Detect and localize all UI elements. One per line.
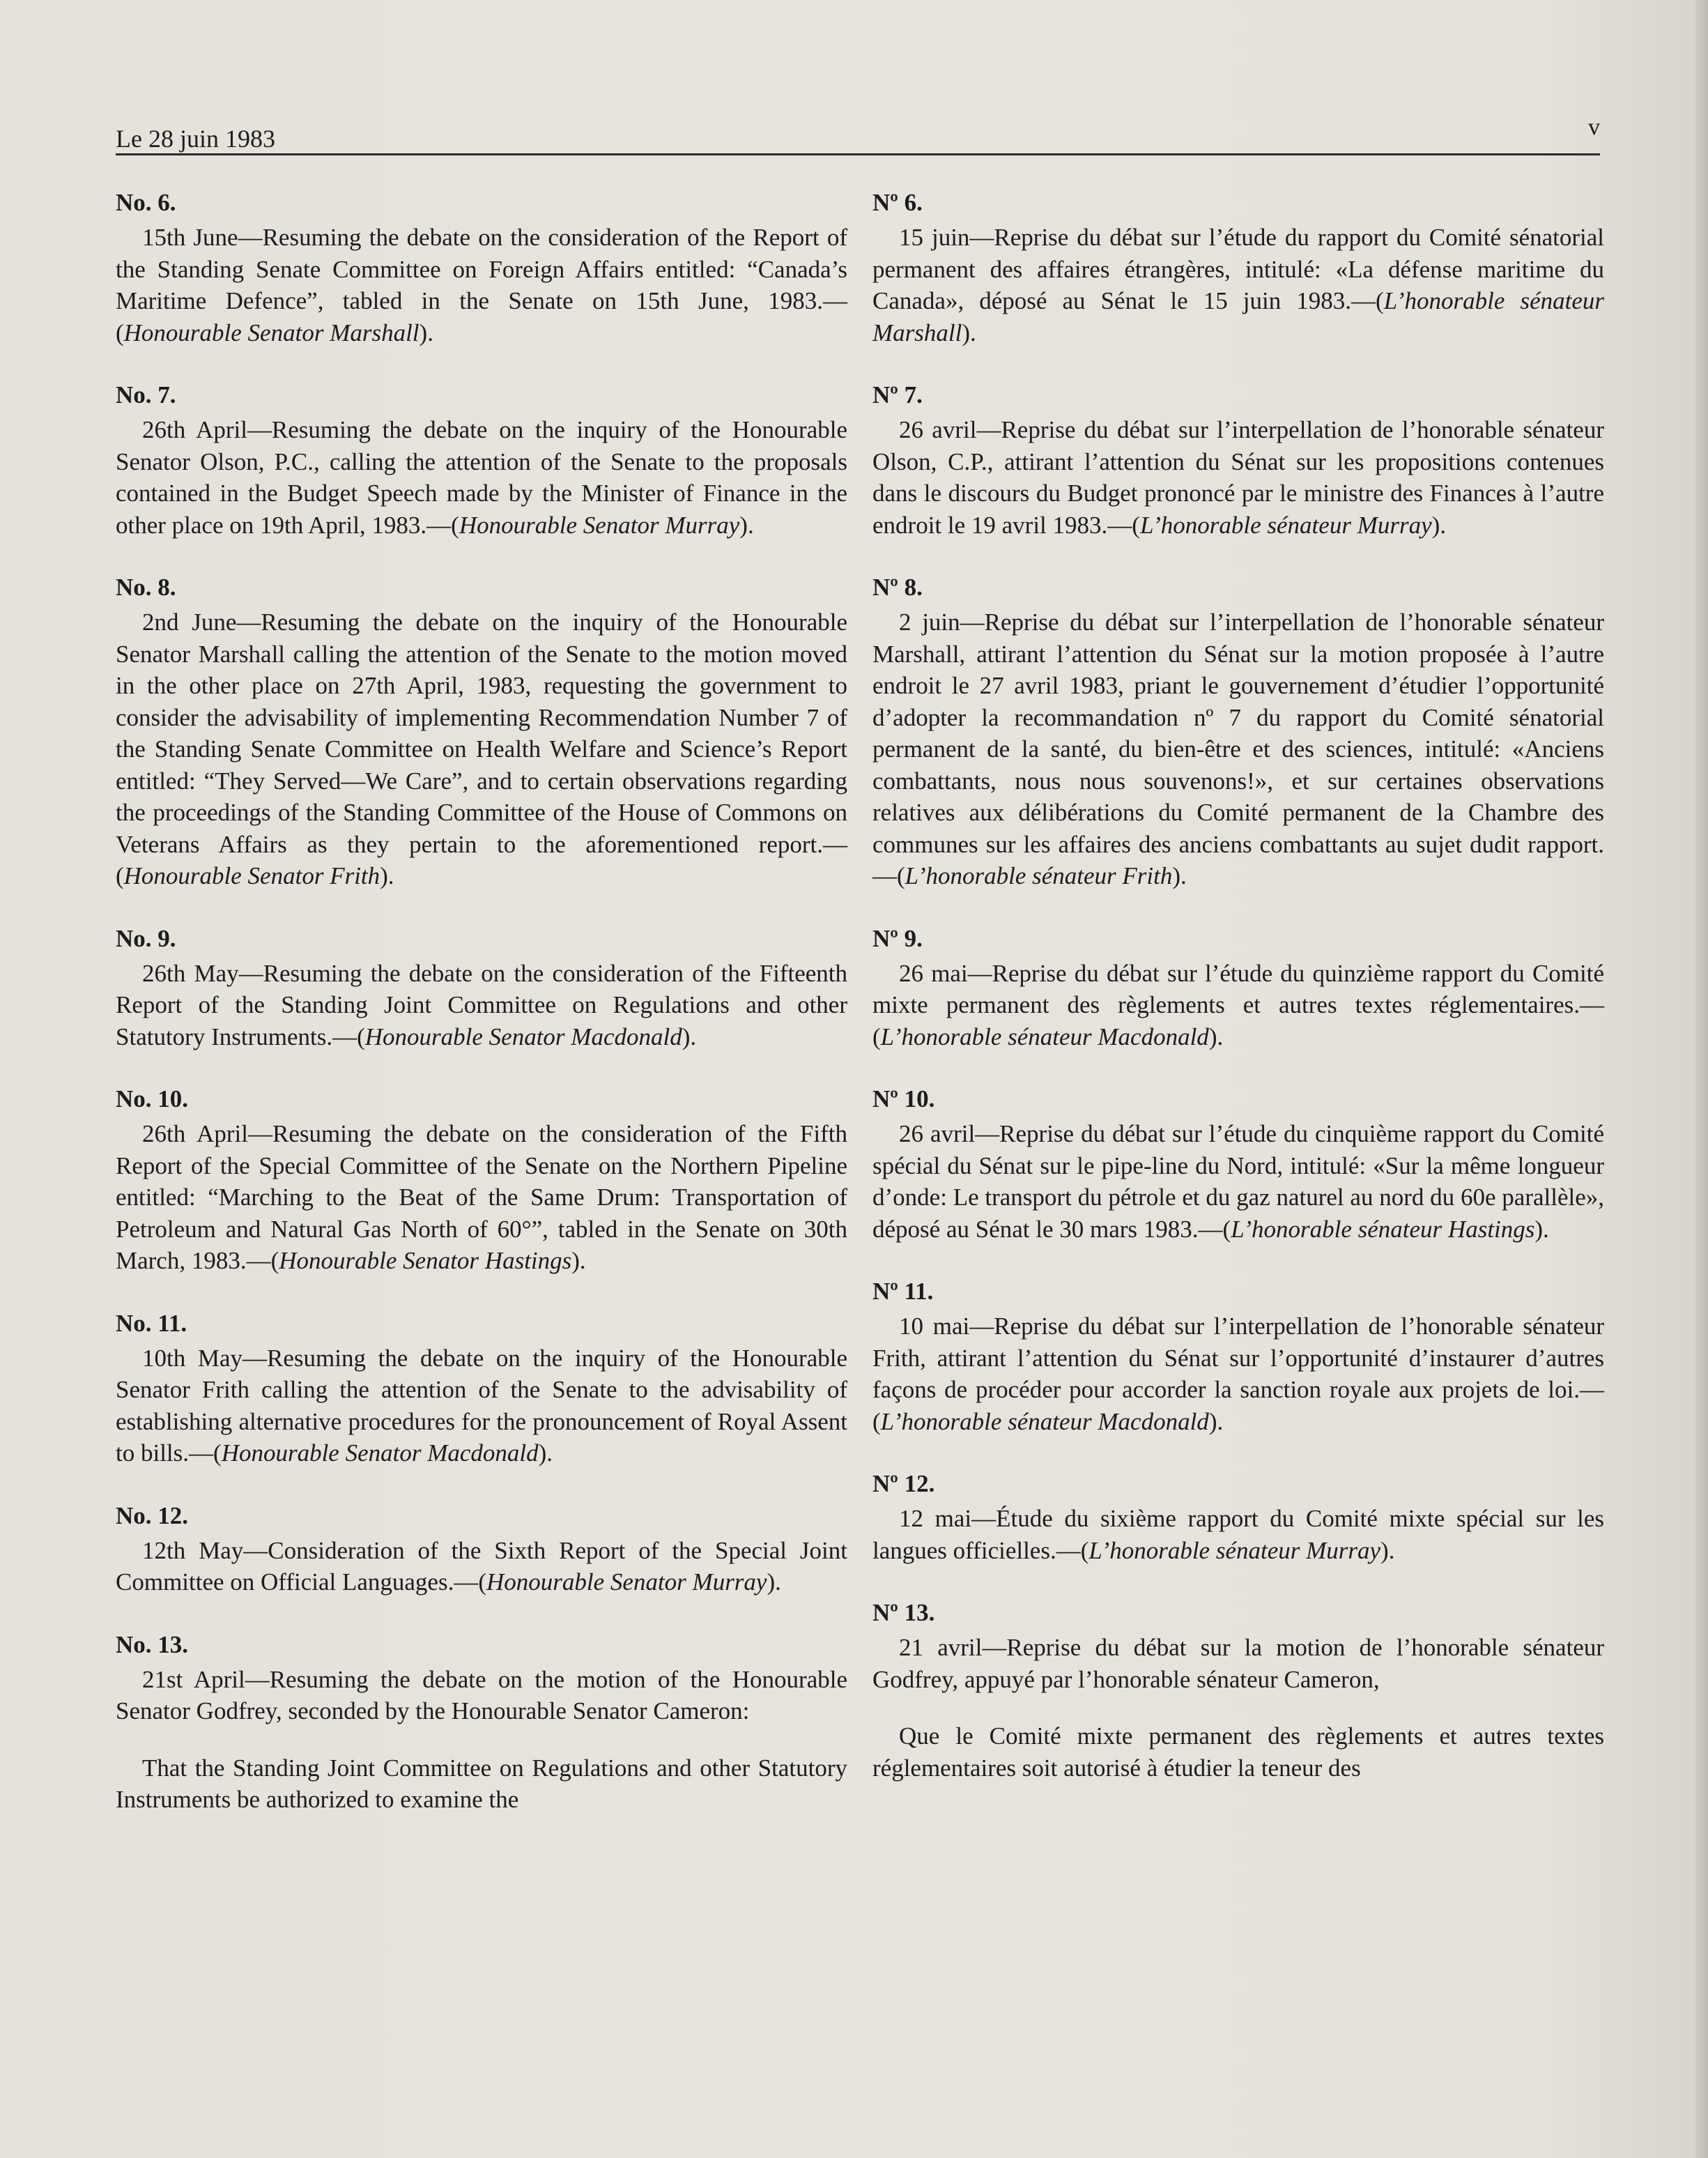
item-body: 2nd June—Resuming the debate on the inquiry of the Honourable Senator Marshall calling the attention of the Senate to the motion moved in the other place on 27th April, 1983, requesting the government to consider the advisability of implementing Recommendation Number 7 of the Standing Senate Committee on Health Welfare and Science’s Report entitled: “They Served—We Care”, and to certain observations regarding the proceedings of the Standing Committee of the House of Commons on Veterans Affairs as they pertain to the aforementioned report.—( (116, 609, 847, 889)
item-tail: ). (1380, 1536, 1395, 1564)
item-tail: ). (767, 1568, 781, 1595)
item-body: 21 avril—Reprise du débat sur la motion de l’honorable sénateur Godfrey, appuyé par l’honorable sénateur Cameron, (872, 1634, 1604, 1693)
item-sponsor: Honourable Senator Frith (123, 862, 380, 889)
order-item (872, 1468, 1604, 1566)
page-edge (1695, 0, 1708, 2158)
item-body: 12th May—Consideration of the Sixth Report of the Special Joint Committee on Official Languages.—( (116, 1536, 847, 1595)
order-item (872, 923, 1604, 1053)
item-sponsor: L’honorable sénateur Macdonald (880, 1023, 1209, 1050)
english-column (116, 187, 847, 1846)
item-text (116, 1342, 847, 1469)
item-sponsor: L’honorable sénateur Macdonald (880, 1407, 1209, 1435)
item-sponsor: L’honorable sénateur Murray (1139, 511, 1432, 539)
item-sponsor: L’honorable sénateur Hastings (1231, 1215, 1535, 1243)
french-column (872, 187, 1604, 1814)
item-tail: ). (571, 1247, 586, 1274)
item-body: 26th May—Resuming the debate on the consideration of the Fifteenth Report of the Standing Joint Committee on Regulations and other Statutory Instruments.—( (116, 959, 847, 1050)
item-sponsor: Honourable Senator Hastings (279, 1247, 572, 1274)
order-item (872, 1083, 1604, 1245)
item-text (872, 1503, 1604, 1566)
item-text (116, 1535, 847, 1598)
item-text (872, 606, 1604, 892)
item-body: 26 avril—Reprise du débat sur l’interpellation de l’honorable sénateur Olson, C.P., attirant l’attention du Sénat sur les propositions contenues dans le discours du Budget prononcé par le ministre des Finances à l’autre endroit le 19 avril 1983.—( (872, 416, 1604, 539)
order-item (872, 1276, 1604, 1437)
item-body: 15th June—Resuming the debate on the consideration of the Report of the Standing Senate Committee on Foreign Affairs entitled: “Canada’s Maritime Defence”, tabled in the Senate on 15th June, 1983.—( (116, 224, 847, 346)
item-text (116, 414, 847, 541)
item-text (116, 958, 847, 1053)
item-sponsor: Honourable Senator Murray (459, 511, 740, 539)
item-continuation: Que le Comité mixte permanent des règlements et autres textes réglementaires soit autorisé à étudier la teneur des (872, 1722, 1604, 1782)
item-number: No. 10. (116, 1085, 189, 1112)
item-number: Nº 9. (872, 924, 923, 952)
order-item (116, 1083, 847, 1277)
item-body: 26 avril—Reprise du débat sur l’étude du cinquième rapport du Comité spécial du Sénat sur le pipe-line du Nord, intitulé: «Sur la même longueur d’onde: Le transport du pétrole et du gaz naturel au nord du 60e parallèle», déposé au Sénat le 30 mars 1983.—( (872, 1120, 1604, 1243)
item-text (116, 606, 847, 892)
item-tail: ). (1208, 1407, 1224, 1435)
item-number: No. 11. (116, 1309, 187, 1337)
item-body: 2 juin—Reprise du débat sur l’interpellation de l’honorable sénateur Marshall, attirant l’attention du Sénat sur la motion proposée à l’autre endroit le 27 avril 1983, priant le gouvernement d’étudier l’opportunité d’adopter la recommandation nº 7 du rapport du Comité sénatorial permanent de la santé, du bien-être et des sciences, intitulé: «Anciens combattants, nous nous souvenons!», et sur certaines observations relatives aux délibérations du Comité permanent de la Chambre des communes sur les affaires des anciens combattants au sujet dudit rapport.—( (872, 609, 1604, 889)
item-body: 10 mai—Reprise du débat sur l’interpellation de l’honorable sénateur Frith, attirant l’attention du Sénat sur l’opportunité d’instaurer d’autres façons de procéder pour accorder la sanction royale aux projets de loi.—( (872, 1313, 1604, 1435)
item-number: Nº 12. (872, 1470, 935, 1497)
item-number: Nº 13. (872, 1599, 935, 1626)
item-sponsor: L’honorable sénateur Marshall (872, 287, 1604, 346)
item-tail: ). (1534, 1215, 1549, 1243)
item-number: Nº 6. (872, 189, 923, 216)
item-sponsor: Honourable Senator Macdonald (364, 1023, 682, 1050)
order-item (116, 1308, 847, 1469)
item-number: No. 12. (116, 1501, 189, 1529)
item-text (872, 958, 1604, 1053)
order-item (116, 923, 847, 1053)
item-number: Nº 11. (872, 1278, 934, 1305)
item-body: 15 juin—Reprise du débat sur l’étude du rapport du Comité sénatorial permanent des affaires étrangères, intitulé: «La défense maritime du Canada», déposé au Sénat le 15 juin 1983.—( (872, 224, 1604, 314)
item-sponsor: L’honorable sénateur Murray (1088, 1536, 1381, 1564)
item-tail: ). (962, 319, 976, 346)
item-text (872, 222, 1604, 349)
item-tail: ). (682, 1023, 697, 1050)
order-item (116, 1629, 847, 1816)
order-item (116, 1500, 847, 1598)
item-text (872, 1632, 1604, 1695)
item-number: Nº 7. (872, 381, 923, 408)
item-body: 26 mai—Reprise du débat sur l’étude du quinzième rapport du Comité mixte permanent des règlements et autres textes réglementaires.—( (872, 959, 1604, 1050)
item-tail: ). (1208, 1023, 1224, 1050)
item-sponsor: Honourable Senator Macdonald (221, 1439, 539, 1467)
item-continuation: That the Standing Joint Committee on Regulations and other Statutory Instruments be authorized to examine the (116, 1754, 847, 1813)
order-item (116, 187, 847, 349)
item-sponsor: L’honorable sénateur Frith (905, 862, 1173, 889)
item-text (872, 414, 1604, 541)
item-sponsor: Honourable Senator Murray (486, 1568, 767, 1595)
item-tail: ). (1431, 511, 1447, 539)
item-text (116, 1118, 847, 1277)
item-number: Nº 10. (872, 1085, 935, 1112)
item-sponsor: Honourable Senator Marshall (123, 319, 420, 346)
item-tail: ). (380, 862, 394, 889)
order-item (872, 1597, 1604, 1784)
item-body: 12 mai—Étude du sixième rapport du Comité mixte spécial sur les langues officielles.—( (872, 1505, 1604, 1564)
item-text (116, 222, 847, 349)
page-number: v (1588, 114, 1600, 140)
item-tail: ). (739, 511, 754, 539)
item-number: No. 13. (116, 1630, 189, 1658)
item-number: No. 7. (116, 381, 176, 408)
item-tail: ). (538, 1439, 553, 1467)
item-number: No. 9. (116, 924, 176, 952)
item-number: No. 8. (116, 574, 176, 601)
item-body: 10th May—Resuming the debate on the inquiry of the Honourable Senator Frith calling the attention of the Senate to the advisability of establishing alternative procedures for the pronouncement of Royal Assent to bills.—( (116, 1344, 847, 1467)
item-body: 21st April—Resuming the debate on the motion of the Honourable Senator Godfrey, seconded by the Honourable Senator Cameron: (116, 1665, 847, 1724)
item-number: No. 6. (116, 189, 176, 216)
item-text (116, 1664, 847, 1727)
order-item (872, 187, 1604, 349)
order-item (872, 572, 1604, 892)
item-tail: ). (1172, 862, 1187, 889)
item-text (872, 1310, 1604, 1437)
order-item (116, 572, 847, 892)
order-item (116, 379, 847, 541)
header-rule (116, 153, 1600, 155)
header-date: Le 28 juin 1983 (116, 125, 275, 153)
page-header (116, 114, 1600, 159)
order-item (872, 379, 1604, 541)
item-number: Nº 8. (872, 574, 923, 601)
item-body: 26th April—Resuming the debate on the consideration of the Fifth Report of the Special Committee of the Senate on the Northern Pipeline entitled: “Marching to the Beat of the Same Drum: Transportation of Petroleum and Natural Gas North of 60°”, tabled in the Senate on 30th March, 1983.—( (116, 1120, 847, 1274)
item-text (872, 1118, 1604, 1245)
item-tail: ). (419, 319, 433, 346)
item-body: 26th April—Resuming the debate on the inquiry of the Honourable Senator Olson, P.C., calling the attention of the Senate to the proposals contained in the Budget Speech made by the Minister of Finance in the other place on 19th April, 1983.—( (116, 416, 847, 539)
